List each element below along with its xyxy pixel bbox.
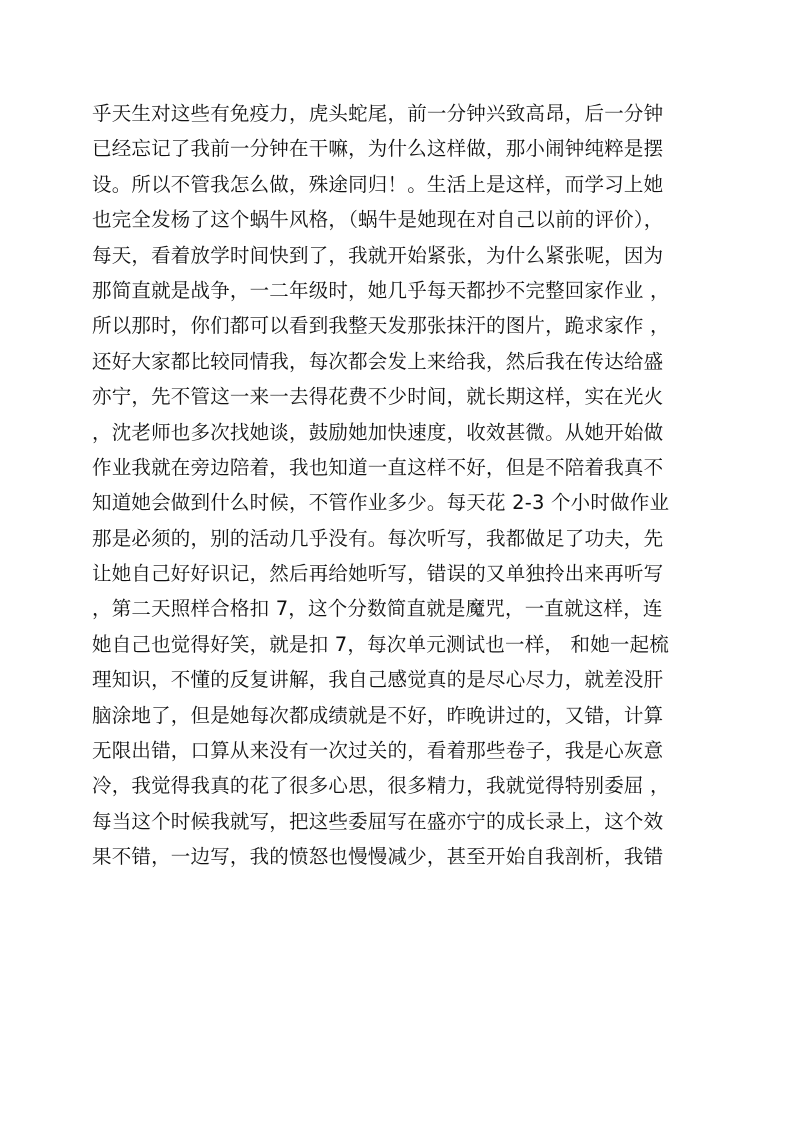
text-line: 每当这个时候我就写，把这些委屈写在盛亦宁的成长录上，这个效 <box>92 809 664 833</box>
text-line: 果不错，一边写，我的愤怒也慢慢减少，甚至开始自我剖析，我错 <box>92 845 664 869</box>
text-line: ，沈老师也多次找她谈，鼓励她加快速度，收效甚微。从她开始做 <box>92 420 664 444</box>
text-line: 乎天生对这些有免疫力，虎头蛇尾，前一分钟兴致高昂，后一分钟 <box>92 102 664 125</box>
text-line: 她自己也觉得好笑，就是扣 7，每次单元测试也一样， 和她一起梳 <box>92 632 670 656</box>
text-line: 设。所以不管我怎么做，殊途同归！。生活上是这样，而学习上她 <box>92 172 664 196</box>
text-line: 那是必须的，别的活动几乎没有。每次听写，我都做足了功夫，先 <box>92 526 664 550</box>
text-line: 让她自己好好识记，然后再给她听写，错误的又单独拎出来再听写 <box>92 562 664 586</box>
text-line: 理知识，不懂的反复讲解，我自己感觉真的是尽心尽力，就差没肝 <box>92 668 664 692</box>
text-line: 也完全发杨了这个蜗牛风格，（蜗牛是她现在对自己以前的评价）， <box>92 208 664 232</box>
text-line: 所以那时，你们都可以看到我整天发那张抹汗的图片，跪求家作 ， <box>92 314 670 338</box>
text-line: 亦宁，先不管这一来一去得花费不少时间，就长期这样，实在光火 <box>92 385 664 409</box>
text-line: 已经忘记了我前一分钟在干嘛，为什么这样做，那小闹钟纯粹是摆 <box>92 137 664 161</box>
text-line: 冷，我觉得我真的花了很多心思，很多精力，我就觉得特别委屈 ， <box>92 774 670 798</box>
text-line: ，第二天照样合格扣 7，这个分数简直就是魔咒，一直就这样，连 <box>92 597 663 621</box>
text-line: 脑涂地了，但是她每次都成绩就是不好，昨晚讲过的，又错，计算 <box>92 703 664 727</box>
text-line: 无限出错，口算从来没有一次过关的，看着那些卷子，我是心灰意 <box>92 739 664 763</box>
text-line: 还好大家都比较同情我，每次都会发上来给我，然后我在传达给盛 <box>92 349 664 373</box>
body-paragraph <box>92 96 712 875</box>
text-line: 每天，看着放学时间快到了，我就开始紧张，为什么紧张呢，因为 <box>92 243 664 267</box>
text-line: 作业我就在旁边陪着，我也知道一直这样不好，但是不陪着我真不 <box>92 455 664 479</box>
text-line: 那简直就是战争，一二年级时，她几乎每天都抄不完整回家作业 ， <box>92 278 670 302</box>
text-line: 知道她会做到什么时候，不管作业多少。每天花 2-3 个小时做作业 <box>92 491 670 515</box>
